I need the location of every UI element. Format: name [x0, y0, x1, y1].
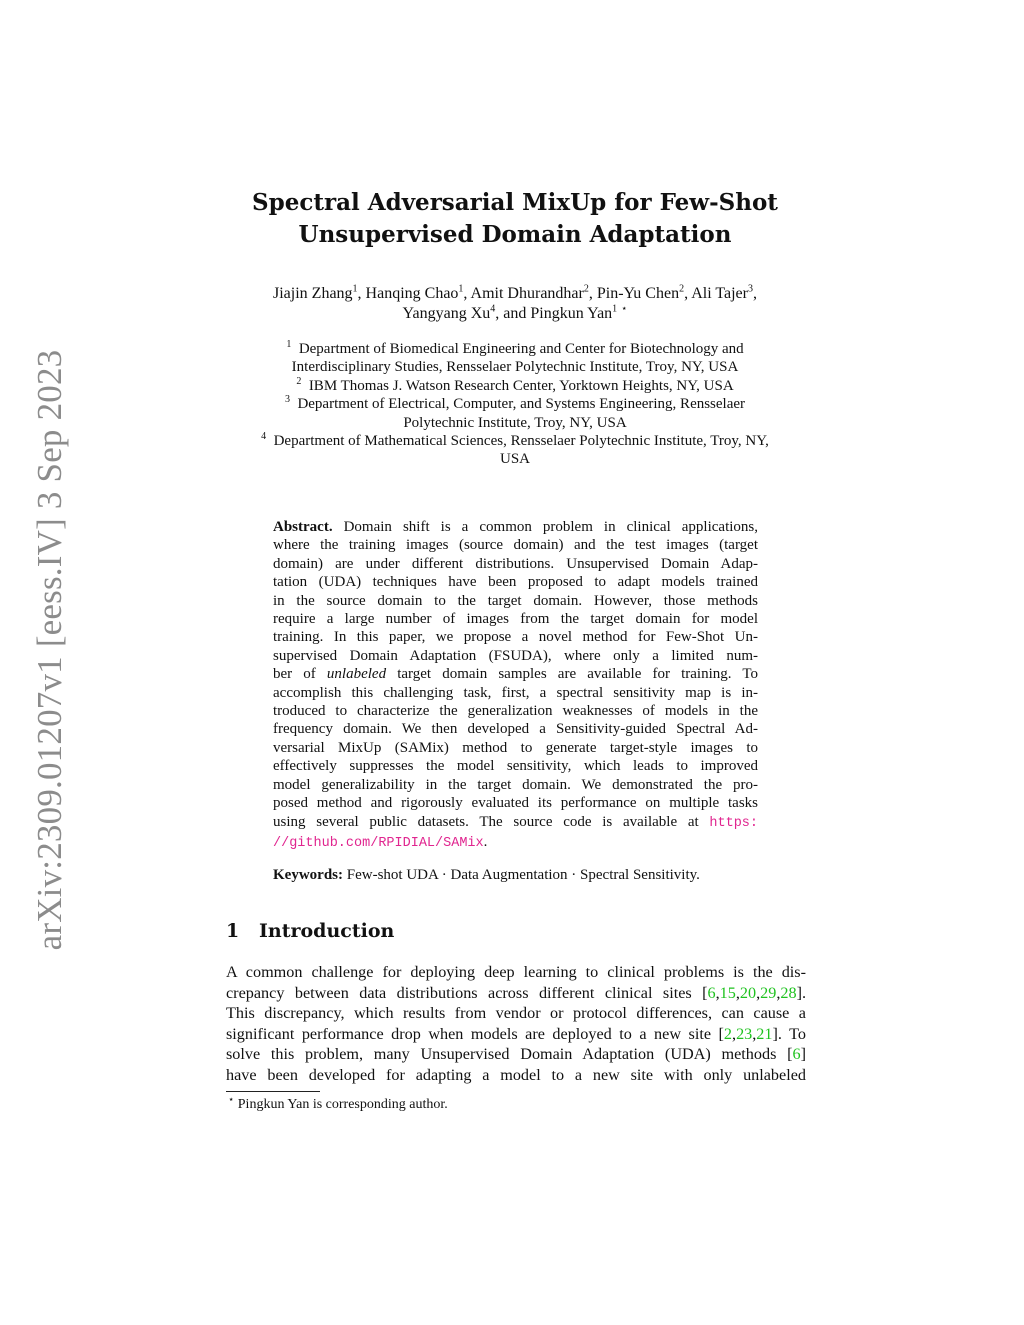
title-line-1: Spectral Adversarial MixUp for Few-Shot [252, 189, 778, 216]
abstract-line: frequency domain. We then developed a Sensitivity-guided Spectral Ad- [273, 721, 758, 738]
affiliation-line [210, 432, 820, 450]
author-affiliation-mark: 1 [612, 303, 618, 315]
paper-title [230, 187, 800, 251]
abstract-line: troduced to characterize the generalization weaknesses of models in the [273, 703, 758, 720]
citation-separator: , [715, 983, 720, 1002]
arxiv-identifier-stamp: arXiv:2309.01207v1 [eess.IV] 3 Sep 2023 [30, 349, 69, 951]
abstract-line: supervised Domain Adaptation (FSUDA), where only a limited num- [273, 647, 758, 664]
body-text: ] [800, 1045, 806, 1064]
keywords [273, 866, 758, 884]
author-list [210, 284, 820, 324]
section-number: 1 [226, 920, 240, 942]
abstract-line: domain) are under different distributions. Unsupervised Domain Adap- [273, 555, 758, 572]
author-name: Jiajin Zhang [273, 285, 353, 302]
abstract-line: in the source domain to the target domain. However, those methods [273, 592, 758, 609]
citation-separator: , [732, 1024, 737, 1043]
body-text: solve this problem, many Unsupervised Domain Adaptation (UDA) methods [ [226, 1045, 793, 1064]
corresponding-author-star-icon: ⋆ [621, 303, 628, 315]
abstract [273, 518, 758, 853]
abstract-line [273, 833, 758, 853]
introduction-body [226, 962, 806, 1086]
abstract-line: require a large number of images from the target domain for model [273, 611, 758, 628]
affiliation-text: IBM Thomas J. Watson Research Center, Yorktown Heights, NY, USA [308, 377, 734, 394]
abstract-line [273, 813, 758, 833]
citation-separator: , [756, 983, 761, 1002]
author-affiliation-mark: 1 [352, 283, 358, 295]
citation-link[interactable]: 29 [760, 983, 777, 1002]
body-line: A common challenge for deploying deep learning to clinical problems is the dis- [226, 963, 806, 981]
footnote-star-icon: ⋆ [228, 1094, 235, 1106]
author-separator: , [752, 285, 757, 302]
citation-link[interactable]: 2 [723, 1024, 733, 1043]
affiliation-list [210, 340, 820, 469]
abstract-text: using several public datasets. The source code is available at [273, 813, 710, 830]
abstract-text: target domain samples are available for training. To [386, 666, 758, 683]
affiliation-number: 3 [284, 394, 290, 406]
body-text: significant performance drop when models are deployed to a new site [ [226, 1024, 724, 1043]
citation-separator: , [735, 983, 740, 1002]
body-line: have been developed for adapting a model to a new site with only unlabeled [226, 1065, 806, 1084]
citation-separator: , [776, 983, 781, 1002]
footnote [228, 1096, 448, 1113]
author-name: , Ali Tajer [684, 285, 748, 302]
affiliation-text: Department of Biomedical Engineering and Center for Biotechnology and [298, 341, 744, 357]
section-heading-introduction [226, 918, 394, 944]
abstract-line: training. In this paper, we propose a novel method for Few-Shot Un- [273, 629, 758, 646]
keywords-label: Keywords: [273, 867, 343, 883]
emphasis-unlabeled: unlabeled [326, 666, 387, 683]
abstract-text: Domain shift is a common problem in clinical applications, [332, 519, 758, 535]
body-text: crepancy between data distributions across different clinical sites [ [226, 983, 708, 1002]
author-line-2 [210, 304, 820, 324]
footnote-divider [226, 1091, 320, 1092]
author-affiliation-mark: 2 [679, 283, 685, 295]
affiliation-line [210, 395, 820, 413]
abstract-line [273, 518, 758, 536]
author-affiliation-mark: 4 [490, 303, 496, 315]
author-affiliation-mark: 2 [583, 283, 589, 295]
author-name: , Pin-Yu Chen [588, 285, 680, 302]
affiliation-line [210, 377, 820, 395]
citation-link[interactable]: 6 [707, 983, 716, 1002]
affiliation-line: Polytechnic Institute, Troy, NY, USA [403, 414, 627, 431]
citation-separator: , [752, 1024, 757, 1043]
affiliation-line: Interdisciplinary Studies, Rensselaer Polytechnic Institute, Troy, NY, USA [291, 359, 739, 376]
body-text: ]. To [772, 1024, 806, 1043]
author-line-1 [210, 284, 820, 304]
abstract-line: effectively suppresses the model sensitivity, which leads to improved [273, 758, 758, 775]
author-name: , and Pingkun Yan [495, 305, 613, 322]
body-line [226, 1044, 806, 1065]
author-name: , Amit Dhurandhar [463, 285, 584, 302]
affiliation-line: USA [499, 451, 530, 468]
citation-link[interactable]: 21 [756, 1024, 773, 1043]
body-text: ]. [796, 983, 806, 1002]
citation-link[interactable]: 6 [792, 1045, 801, 1064]
source-code-link-part-1[interactable]: https: [709, 815, 758, 831]
affiliation-text: Department of Electrical, Computer, and Systems Engineering, Rensselaer [297, 396, 746, 413]
abstract-line: accomplish this challenging task, first, a spectral sensitivity map is in- [273, 684, 758, 701]
body-line [226, 1024, 806, 1045]
author-affiliation-mark: 3 [747, 283, 753, 295]
abstract-line [273, 665, 758, 683]
citation-link[interactable]: 23 [736, 1024, 753, 1043]
abstract-line: versarial MixUp (SAMix) method to generate target-style images to [273, 739, 758, 756]
abstract-label: Abstract. [273, 519, 333, 535]
keywords-text: Few-shot UDA · Data Augmentation · Spectral Sensitivity. [343, 867, 700, 883]
abstract-line: where the training images (source domain) and the test images (target [273, 537, 758, 554]
citation-link[interactable]: 15 [719, 983, 736, 1002]
author-name: Yangyang Xu [402, 305, 491, 322]
footnote-text: Pingkun Yan is corresponding author. [234, 1097, 448, 1112]
title-line-2: Unsupervised Domain Adaptation [298, 221, 732, 248]
affiliation-text: Department of Mathematical Sciences, Rensselaer Polytechnic Institute, Troy, NY, [273, 433, 769, 450]
abstract-line: model generalizability in the target domain. We demonstrated the pro- [273, 776, 758, 793]
abstract-line: posed method and rigorously evaluated its performance on multiple tasks [273, 795, 758, 812]
author-name: , Hanqing Chao [357, 285, 459, 302]
citation-link[interactable]: 20 [739, 983, 757, 1002]
abstract-text: ber of [273, 666, 327, 683]
abstract-line: tation (UDA) techniques have been proposed to adapt models trained [273, 574, 758, 591]
affiliation-number: 2 [296, 375, 302, 387]
affiliation-number: 1 [286, 339, 292, 350]
author-affiliation-mark: 1 [458, 283, 464, 295]
section-title: Introduction [259, 920, 395, 942]
abstract-text: . [483, 833, 488, 850]
body-line: This discrepancy, which results from vendor or protocol differences, can cause a [226, 1004, 806, 1023]
citation-link[interactable]: 28 [780, 983, 797, 1002]
source-code-link-part-2[interactable]: //github.com/RPIDIAL/SAMix [273, 835, 484, 851]
body-line [226, 983, 806, 1004]
affiliation-number: 4 [261, 431, 267, 443]
affiliation-line [210, 340, 820, 358]
